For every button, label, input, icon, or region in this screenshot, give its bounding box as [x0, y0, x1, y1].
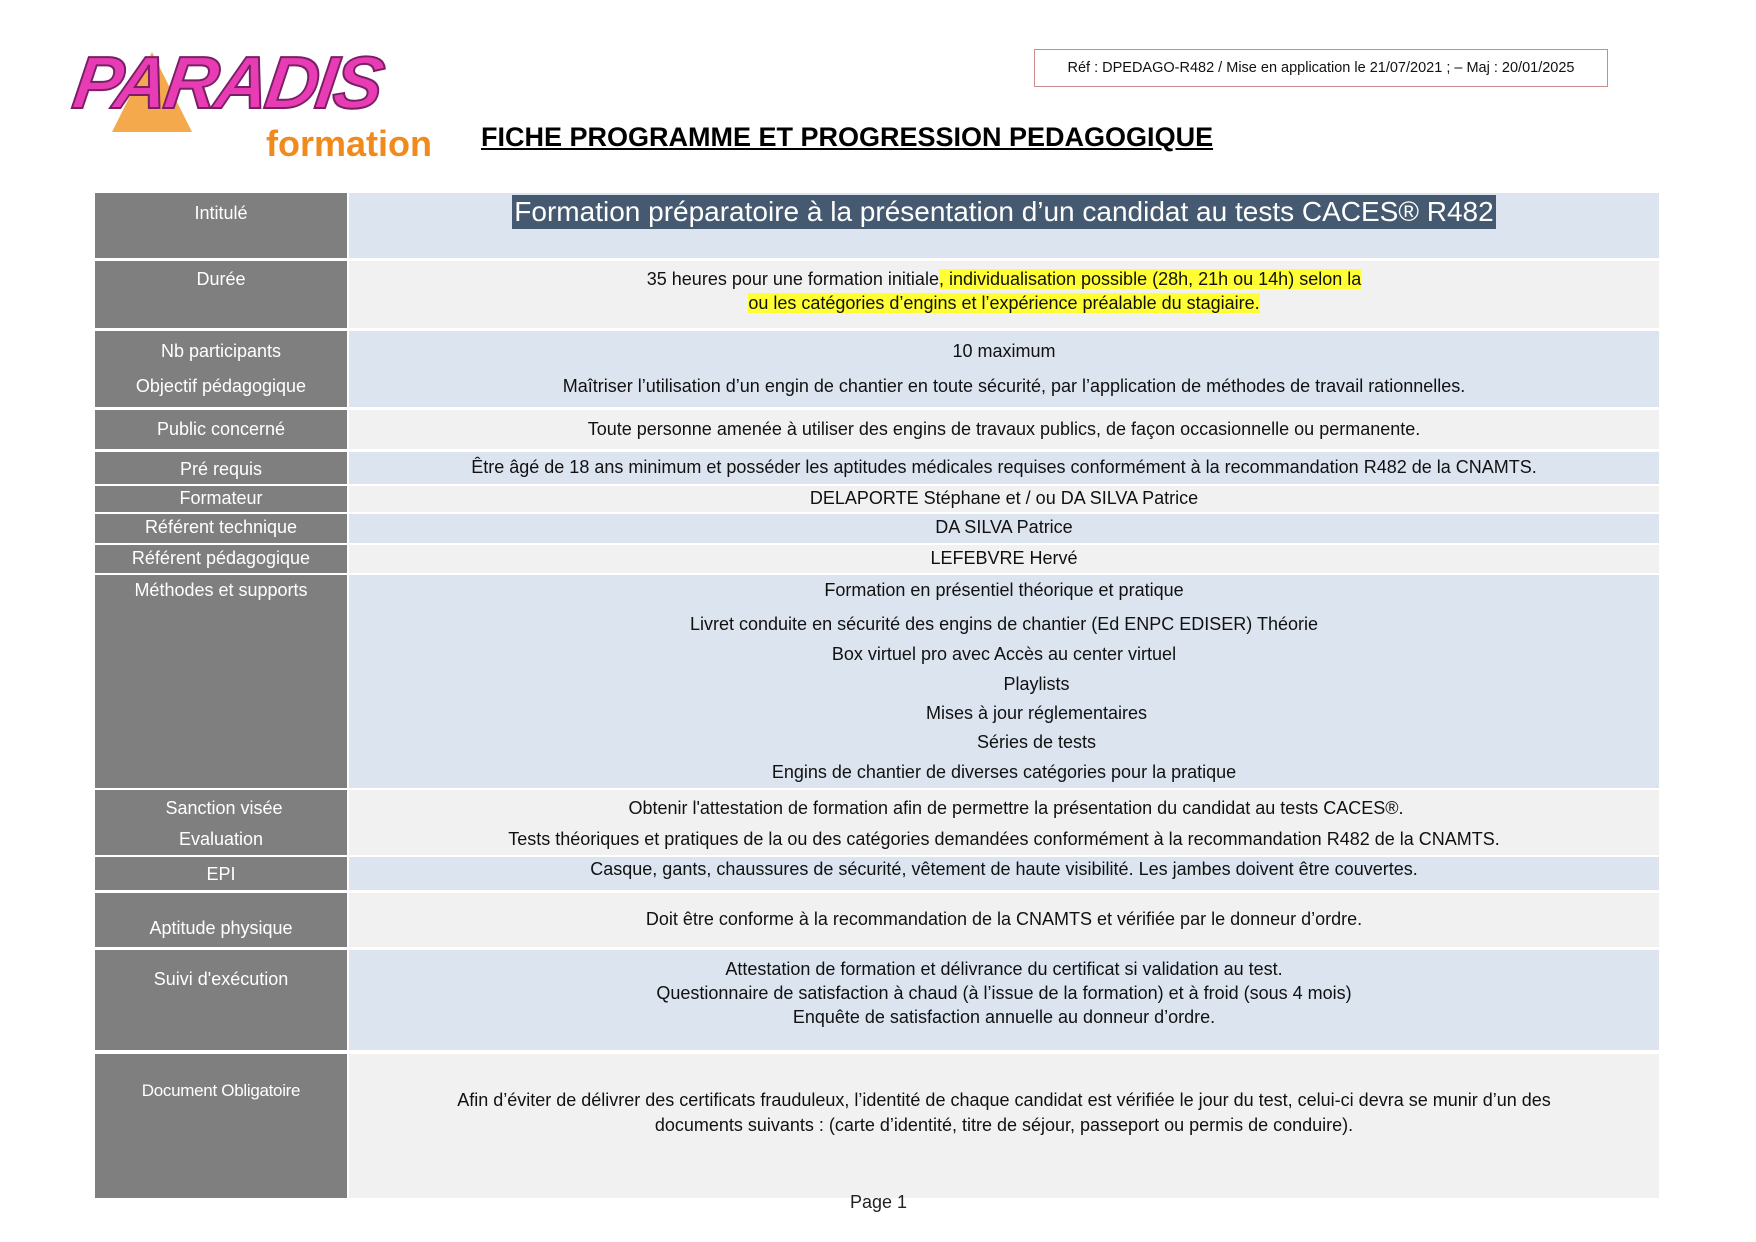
row-prerequis	[95, 452, 1659, 484]
suivi-line: Attestation de formation et délivrance du certificat si validation au test.	[725, 959, 1283, 979]
row-formateur	[95, 486, 1659, 512]
value-evaluation: Tests théoriques et pratiques de la ou des catégories demandées conformément à la recommandation R482 de la CNAMTS.	[508, 829, 1500, 849]
row-suivi	[95, 950, 1659, 1050]
row-referent-technique	[95, 514, 1659, 543]
value-objectif: Maîtriser l’utilisation d’un engin de chantier en toute sécurité, par l’application de méthodes de travail rationnelles.	[562, 376, 1466, 396]
label-intitule: Intitulé	[194, 203, 248, 223]
value-sanction: Obtenir l'attestation de formation afin de permettre la présentation du candidat au tests CACES®.	[628, 798, 1404, 818]
label-nb: Nb participants	[160, 341, 282, 361]
row-document-obligatoire	[95, 1054, 1659, 1198]
label-public: Public concerné	[156, 419, 286, 439]
logo-wordmark: PARADIS	[68, 41, 387, 124]
page-number: Page 1	[850, 1192, 908, 1212]
intitule-value: Formation préparatoire à la présentation d’un candidat au tests CACES® R482	[514, 196, 1494, 227]
value-nb: 10 maximum	[952, 341, 1056, 361]
row-sanction-evaluation	[95, 790, 1659, 855]
row-referent-pedagogique	[95, 545, 1659, 573]
paradis-formation-logo	[68, 41, 464, 166]
value-public: Toute personne amenée à utiliser des engins de travaux publics, de façon occasionnelle ou permanente.	[587, 419, 1421, 439]
row-epi	[95, 857, 1659, 890]
suivi-line: Enquête de satisfaction annuelle au donneur d’ordre.	[792, 1007, 1216, 1027]
row-label	[95, 193, 347, 258]
label-ref-peda: Référent pédagogique	[131, 548, 311, 568]
duree-plain: 35 heures pour une formation initiale	[646, 269, 939, 289]
methodes-line: Engins de chantier de diverses catégories pour la pratique	[771, 762, 1237, 782]
row-aptitude	[95, 893, 1659, 947]
document-line: documents suivants : (carte d’identité, titre de séjour, passeport ou permis de conduire).	[654, 1115, 1354, 1135]
row-objectif	[95, 370, 1659, 407]
methodes-line: Box virtuel pro avec Accès au center virtuel	[831, 644, 1177, 664]
value-ref-peda: LEFEBVRE Hervé	[930, 548, 1078, 568]
page-title: FICHE PROGRAMME ET PROGRESSION PEDAGOGIQUE	[481, 122, 1214, 152]
label-duree: Durée	[196, 269, 246, 289]
methodes-line: Séries de tests	[976, 732, 1097, 752]
value-epi: Casque, gants, chaussures de sécurité, vêtement de haute visibilité. Les jambes doivent être couvertes.	[590, 859, 1418, 879]
label-formateur: Formateur	[179, 488, 263, 508]
row-value	[349, 193, 1659, 258]
row-methodes	[95, 575, 1659, 788]
methodes-line: Livret conduite en sécurité des engins de chantier (Ed ENPC EDISER) Théorie	[690, 614, 1318, 634]
methodes-line: Mises à jour réglementaires	[925, 703, 1148, 723]
duree-highlight-1: , individualisation possible (28h, 21h ou 14h) selon la	[938, 269, 1362, 289]
duree-highlight-2: ou les catégories d’engins et l’expérience préalable du stagiaire.	[748, 293, 1260, 313]
value-formateur: DELAPORTE Stéphane et / ou DA SILVA Patrice	[809, 488, 1199, 508]
label-methodes: Méthodes et supports	[134, 580, 308, 600]
label-ref-tech: Référent technique	[144, 517, 298, 537]
row-nb-participants	[95, 331, 1659, 370]
logo-subtitle: formation	[266, 123, 432, 164]
value-ref-tech: DA SILVA Patrice	[935, 517, 1073, 537]
label-prerequis: Pré requis	[179, 459, 263, 479]
row-public	[95, 410, 1659, 449]
row-duree	[95, 261, 1659, 328]
row-intitule	[95, 193, 1659, 258]
value-prerequis: Être âgé de 18 ans minimum et posséder les aptitudes médicales requises conformément à la recommandation R482 de la CNAMTS.	[471, 457, 1537, 477]
label-evaluation: Evaluation	[178, 829, 264, 849]
label-epi: EPI	[206, 864, 236, 884]
label-document: Document Obligatoire	[141, 1081, 301, 1100]
value-aptitude: Doit être conforme à la recommandation de la CNAMTS et vérifiée par le donneur d’ordre.	[645, 909, 1363, 929]
suivi-line: Questionnaire de satisfaction à chaud (à l’issue de la formation) et à froid (sous 4 mois)	[656, 983, 1352, 1003]
label-suivi: Suivi d'exécution	[153, 969, 289, 989]
label-aptitude: Aptitude physique	[149, 918, 293, 938]
methodes-line: Formation en présentiel théorique et pratique	[824, 580, 1184, 600]
document-line: Afin d’éviter de délivrer des certificats frauduleux, l’identité de chaque candidat est vérifiée le jour du test, celui-ci devra se munir d’un des	[457, 1090, 1551, 1110]
methodes-line: Playlists	[1003, 674, 1070, 694]
label-objectif: Objectif pédagogique	[135, 376, 307, 396]
reference-box: Réf : DPEDAGO-R482 / Mise en application le 21/07/2021 ; – Maj : 20/01/2025	[1034, 49, 1608, 87]
label-sanction: Sanction visée	[165, 798, 283, 818]
